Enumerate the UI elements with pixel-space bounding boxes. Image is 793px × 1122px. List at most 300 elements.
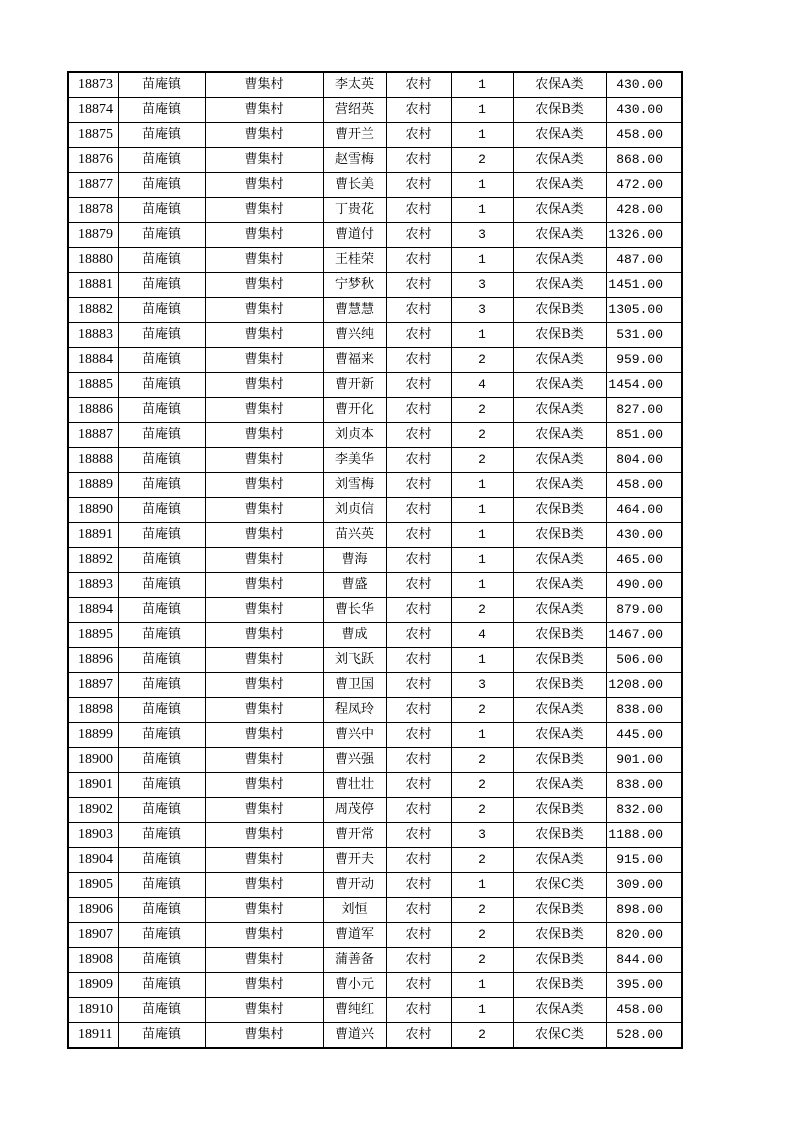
town-cell: 苗庵镇: [118, 398, 205, 423]
household-count-cell: 1: [451, 198, 513, 223]
insurance-category-cell: 农保A类: [513, 273, 606, 298]
village-cell: 曹集村: [205, 648, 323, 673]
insurance-category-cell: 农保A类: [513, 398, 606, 423]
person-name-cell: 周茂停: [323, 798, 386, 823]
record-id-cell: 18906: [68, 898, 118, 923]
area-type-cell: 农村: [386, 398, 451, 423]
village-cell: 曹集村: [205, 823, 323, 848]
household-count-cell: 2: [451, 448, 513, 473]
amount-cell: 901.00: [606, 748, 682, 773]
record-id-cell: 18903: [68, 823, 118, 848]
household-count-cell: 2: [451, 748, 513, 773]
person-name-cell: 曹开夫: [323, 848, 386, 873]
table-row: [68, 698, 682, 723]
household-count-cell: 2: [451, 798, 513, 823]
household-count-cell: 3: [451, 223, 513, 248]
record-id-cell: 18907: [68, 923, 118, 948]
table-row: [68, 773, 682, 798]
household-count-cell: 1: [451, 573, 513, 598]
insurance-category-cell: 农保B类: [513, 948, 606, 973]
person-name-cell: 曹卫国: [323, 673, 386, 698]
insurance-category-cell: 农保B类: [513, 648, 606, 673]
insurance-category-cell: 农保B类: [513, 523, 606, 548]
table-row: [68, 623, 682, 648]
record-id-cell: 18898: [68, 698, 118, 723]
household-count-cell: 2: [451, 848, 513, 873]
amount-cell: 430.00: [606, 523, 682, 548]
person-name-cell: 刘飞跃: [323, 648, 386, 673]
amount-cell: 487.00: [606, 248, 682, 273]
area-type-cell: 农村: [386, 723, 451, 748]
insurance-category-cell: 农保C类: [513, 873, 606, 898]
household-count-cell: 1: [451, 323, 513, 348]
town-cell: 苗庵镇: [118, 173, 205, 198]
area-type-cell: 农村: [386, 248, 451, 273]
table-row: [68, 498, 682, 523]
area-type-cell: 农村: [386, 698, 451, 723]
area-type-cell: 农村: [386, 523, 451, 548]
amount-cell: 395.00: [606, 973, 682, 998]
record-id-cell: 18884: [68, 348, 118, 373]
person-name-cell: 营绍英: [323, 98, 386, 123]
record-id-cell: 18904: [68, 848, 118, 873]
village-cell: 曹集村: [205, 748, 323, 773]
table-row: [68, 848, 682, 873]
person-name-cell: 曹道兴: [323, 1023, 386, 1049]
area-type-cell: 农村: [386, 898, 451, 923]
amount-cell: 851.00: [606, 423, 682, 448]
area-type-cell: 农村: [386, 673, 451, 698]
town-cell: 苗庵镇: [118, 798, 205, 823]
village-cell: 曹集村: [205, 948, 323, 973]
person-name-cell: 苗兴英: [323, 523, 386, 548]
insurance-category-cell: 农保A类: [513, 423, 606, 448]
household-count-cell: 2: [451, 923, 513, 948]
area-type-cell: 农村: [386, 173, 451, 198]
area-type-cell: 农村: [386, 473, 451, 498]
record-id-cell: 18875: [68, 123, 118, 148]
table-row: [68, 873, 682, 898]
person-name-cell: 蒲善备: [323, 948, 386, 973]
table-row: [68, 723, 682, 748]
person-name-cell: 曹纯红: [323, 998, 386, 1023]
household-count-cell: 3: [451, 298, 513, 323]
insurance-category-cell: 农保B类: [513, 298, 606, 323]
amount-cell: 458.00: [606, 998, 682, 1023]
village-cell: 曹集村: [205, 598, 323, 623]
amount-cell: 1208.00: [606, 673, 682, 698]
table-row: [68, 72, 682, 98]
area-type-cell: 农村: [386, 823, 451, 848]
table-row: [68, 473, 682, 498]
household-count-cell: 2: [451, 1023, 513, 1049]
area-type-cell: 农村: [386, 298, 451, 323]
area-type-cell: 农村: [386, 123, 451, 148]
insurance-category-cell: 农保B类: [513, 498, 606, 523]
person-name-cell: 刘雪梅: [323, 473, 386, 498]
village-cell: 曹集村: [205, 323, 323, 348]
allowance-table: [67, 71, 683, 1049]
village-cell: 曹集村: [205, 348, 323, 373]
record-id-cell: 18880: [68, 248, 118, 273]
amount-cell: 832.00: [606, 798, 682, 823]
area-type-cell: 农村: [386, 998, 451, 1023]
table-row: [68, 923, 682, 948]
village-cell: 曹集村: [205, 1023, 323, 1049]
household-count-cell: 1: [451, 873, 513, 898]
insurance-category-cell: 农保A类: [513, 573, 606, 598]
amount-cell: 445.00: [606, 723, 682, 748]
village-cell: 曹集村: [205, 198, 323, 223]
table-row: [68, 973, 682, 998]
person-name-cell: 程凤玲: [323, 698, 386, 723]
insurance-category-cell: 农保A类: [513, 173, 606, 198]
village-cell: 曹集村: [205, 548, 323, 573]
area-type-cell: 农村: [386, 148, 451, 173]
amount-cell: 531.00: [606, 323, 682, 348]
area-type-cell: 农村: [386, 72, 451, 98]
area-type-cell: 农村: [386, 273, 451, 298]
table-row: [68, 798, 682, 823]
table-row: [68, 448, 682, 473]
household-count-cell: 2: [451, 948, 513, 973]
area-type-cell: 农村: [386, 223, 451, 248]
insurance-category-cell: 农保A类: [513, 348, 606, 373]
amount-cell: 915.00: [606, 848, 682, 873]
area-type-cell: 农村: [386, 498, 451, 523]
village-cell: 曹集村: [205, 423, 323, 448]
town-cell: 苗庵镇: [118, 573, 205, 598]
amount-cell: 1467.00: [606, 623, 682, 648]
person-name-cell: 曹开常: [323, 823, 386, 848]
person-name-cell: 曹兴中: [323, 723, 386, 748]
area-type-cell: 农村: [386, 798, 451, 823]
village-cell: 曹集村: [205, 798, 323, 823]
village-cell: 曹集村: [205, 298, 323, 323]
amount-cell: 464.00: [606, 498, 682, 523]
town-cell: 苗庵镇: [118, 548, 205, 573]
household-count-cell: 1: [451, 173, 513, 198]
household-count-cell: 1: [451, 473, 513, 498]
area-type-cell: 农村: [386, 848, 451, 873]
amount-cell: 868.00: [606, 148, 682, 173]
amount-cell: 1451.00: [606, 273, 682, 298]
table-row: [68, 248, 682, 273]
town-cell: 苗庵镇: [118, 248, 205, 273]
amount-cell: 838.00: [606, 773, 682, 798]
insurance-category-cell: 农保A类: [513, 72, 606, 98]
town-cell: 苗庵镇: [118, 648, 205, 673]
insurance-category-cell: 农保B类: [513, 898, 606, 923]
area-type-cell: 农村: [386, 98, 451, 123]
person-name-cell: 曹开动: [323, 873, 386, 898]
table-row: [68, 173, 682, 198]
household-count-cell: 3: [451, 823, 513, 848]
person-name-cell: 曹道军: [323, 923, 386, 948]
amount-cell: 309.00: [606, 873, 682, 898]
person-name-cell: 王桂荣: [323, 248, 386, 273]
village-cell: 曹集村: [205, 173, 323, 198]
amount-cell: 490.00: [606, 573, 682, 598]
household-count-cell: 1: [451, 72, 513, 98]
record-id-cell: 18901: [68, 773, 118, 798]
amount-cell: 820.00: [606, 923, 682, 948]
insurance-category-cell: 农保A类: [513, 723, 606, 748]
table-row: [68, 123, 682, 148]
record-id-cell: 18896: [68, 648, 118, 673]
table-row: [68, 1023, 682, 1049]
household-count-cell: 1: [451, 723, 513, 748]
household-count-cell: 4: [451, 623, 513, 648]
record-id-cell: 18902: [68, 798, 118, 823]
record-id-cell: 18876: [68, 148, 118, 173]
table-row: [68, 273, 682, 298]
area-type-cell: 农村: [386, 773, 451, 798]
insurance-category-cell: 农保C类: [513, 1023, 606, 1049]
town-cell: 苗庵镇: [118, 523, 205, 548]
table-row: [68, 948, 682, 973]
table-row: [68, 198, 682, 223]
record-id-cell: 18895: [68, 623, 118, 648]
amount-cell: 959.00: [606, 348, 682, 373]
table-row: [68, 823, 682, 848]
table-row: [68, 998, 682, 1023]
person-name-cell: 李美华: [323, 448, 386, 473]
person-name-cell: 刘贞信: [323, 498, 386, 523]
amount-cell: 465.00: [606, 548, 682, 573]
insurance-category-cell: 农保B类: [513, 923, 606, 948]
person-name-cell: 刘贞本: [323, 423, 386, 448]
area-type-cell: 农村: [386, 748, 451, 773]
town-cell: 苗庵镇: [118, 223, 205, 248]
village-cell: 曹集村: [205, 998, 323, 1023]
household-count-cell: 2: [451, 598, 513, 623]
town-cell: 苗庵镇: [118, 148, 205, 173]
town-cell: 苗庵镇: [118, 873, 205, 898]
town-cell: 苗庵镇: [118, 923, 205, 948]
household-count-cell: 2: [451, 773, 513, 798]
amount-cell: 844.00: [606, 948, 682, 973]
town-cell: 苗庵镇: [118, 323, 205, 348]
household-count-cell: 1: [451, 98, 513, 123]
insurance-category-cell: 农保A类: [513, 548, 606, 573]
village-cell: 曹集村: [205, 223, 323, 248]
person-name-cell: 曹盛: [323, 573, 386, 598]
table-row: [68, 523, 682, 548]
table-row: [68, 598, 682, 623]
household-count-cell: 1: [451, 523, 513, 548]
area-type-cell: 农村: [386, 348, 451, 373]
table-row: [68, 348, 682, 373]
town-cell: 苗庵镇: [118, 298, 205, 323]
table-row: [68, 223, 682, 248]
table-row: [68, 323, 682, 348]
record-id-cell: 18882: [68, 298, 118, 323]
village-cell: 曹集村: [205, 848, 323, 873]
household-count-cell: 1: [451, 548, 513, 573]
village-cell: 曹集村: [205, 573, 323, 598]
record-id-cell: 18897: [68, 673, 118, 698]
record-id-cell: 18874: [68, 98, 118, 123]
insurance-category-cell: 农保A类: [513, 373, 606, 398]
record-id-cell: 18888: [68, 448, 118, 473]
record-id-cell: 18879: [68, 223, 118, 248]
town-cell: 苗庵镇: [118, 448, 205, 473]
village-cell: 曹集村: [205, 773, 323, 798]
table-row: [68, 373, 682, 398]
record-id-cell: 18885: [68, 373, 118, 398]
table-row: [68, 398, 682, 423]
town-cell: 苗庵镇: [118, 973, 205, 998]
table-row: [68, 673, 682, 698]
insurance-category-cell: 农保A类: [513, 198, 606, 223]
person-name-cell: 曹小元: [323, 973, 386, 998]
area-type-cell: 农村: [386, 1023, 451, 1049]
household-count-cell: 2: [451, 898, 513, 923]
person-name-cell: 曹福来: [323, 348, 386, 373]
town-cell: 苗庵镇: [118, 373, 205, 398]
amount-cell: 838.00: [606, 698, 682, 723]
area-type-cell: 农村: [386, 373, 451, 398]
village-cell: 曹集村: [205, 273, 323, 298]
record-id-cell: 18905: [68, 873, 118, 898]
town-cell: 苗庵镇: [118, 273, 205, 298]
household-count-cell: 2: [451, 398, 513, 423]
amount-cell: 804.00: [606, 448, 682, 473]
record-id-cell: 18894: [68, 598, 118, 623]
town-cell: 苗庵镇: [118, 673, 205, 698]
area-type-cell: 农村: [386, 973, 451, 998]
person-name-cell: 曹成: [323, 623, 386, 648]
village-cell: 曹集村: [205, 523, 323, 548]
village-cell: 曹集村: [205, 248, 323, 273]
area-type-cell: 农村: [386, 923, 451, 948]
household-count-cell: 2: [451, 698, 513, 723]
town-cell: 苗庵镇: [118, 598, 205, 623]
amount-cell: 528.00: [606, 1023, 682, 1049]
person-name-cell: 曹开新: [323, 373, 386, 398]
record-id-cell: 18883: [68, 323, 118, 348]
amount-cell: 430.00: [606, 98, 682, 123]
town-cell: 苗庵镇: [118, 198, 205, 223]
area-type-cell: 农村: [386, 598, 451, 623]
area-type-cell: 农村: [386, 873, 451, 898]
insurance-category-cell: 农保A类: [513, 223, 606, 248]
person-name-cell: 曹道付: [323, 223, 386, 248]
table-row: [68, 98, 682, 123]
record-id-cell: 18890: [68, 498, 118, 523]
household-count-cell: 1: [451, 648, 513, 673]
village-cell: 曹集村: [205, 72, 323, 98]
insurance-category-cell: 农保B类: [513, 323, 606, 348]
household-count-cell: 2: [451, 423, 513, 448]
household-count-cell: 3: [451, 273, 513, 298]
record-id-cell: 18877: [68, 173, 118, 198]
household-count-cell: 1: [451, 973, 513, 998]
household-count-cell: 2: [451, 148, 513, 173]
insurance-category-cell: 农保A类: [513, 473, 606, 498]
town-cell: 苗庵镇: [118, 998, 205, 1023]
area-type-cell: 农村: [386, 323, 451, 348]
amount-cell: 458.00: [606, 473, 682, 498]
village-cell: 曹集村: [205, 873, 323, 898]
village-cell: 曹集村: [205, 623, 323, 648]
person-name-cell: 曹长华: [323, 598, 386, 623]
town-cell: 苗庵镇: [118, 748, 205, 773]
village-cell: 曹集村: [205, 973, 323, 998]
record-id-cell: 18873: [68, 72, 118, 98]
record-id-cell: 18881: [68, 273, 118, 298]
amount-cell: 506.00: [606, 648, 682, 673]
amount-cell: 879.00: [606, 598, 682, 623]
person-name-cell: 刘恒: [323, 898, 386, 923]
person-name-cell: 曹兴强: [323, 748, 386, 773]
area-type-cell: 农村: [386, 548, 451, 573]
insurance-category-cell: 农保B类: [513, 673, 606, 698]
household-count-cell: 1: [451, 998, 513, 1023]
town-cell: 苗庵镇: [118, 773, 205, 798]
record-id-cell: 18911: [68, 1023, 118, 1049]
insurance-category-cell: 农保B类: [513, 823, 606, 848]
person-name-cell: 曹开化: [323, 398, 386, 423]
record-id-cell: 18889: [68, 473, 118, 498]
insurance-category-cell: 农保B类: [513, 623, 606, 648]
amount-cell: 898.00: [606, 898, 682, 923]
town-cell: 苗庵镇: [118, 848, 205, 873]
person-name-cell: 曹慧慧: [323, 298, 386, 323]
village-cell: 曹集村: [205, 148, 323, 173]
area-type-cell: 农村: [386, 448, 451, 473]
insurance-category-cell: 农保A类: [513, 848, 606, 873]
insurance-category-cell: 农保A类: [513, 598, 606, 623]
town-cell: 苗庵镇: [118, 348, 205, 373]
town-cell: 苗庵镇: [118, 473, 205, 498]
town-cell: 苗庵镇: [118, 1023, 205, 1049]
town-cell: 苗庵镇: [118, 423, 205, 448]
insurance-category-cell: 农保A类: [513, 123, 606, 148]
village-cell: 曹集村: [205, 398, 323, 423]
insurance-category-cell: 农保B类: [513, 973, 606, 998]
record-id-cell: 18886: [68, 398, 118, 423]
town-cell: 苗庵镇: [118, 698, 205, 723]
village-cell: 曹集村: [205, 673, 323, 698]
town-cell: 苗庵镇: [118, 98, 205, 123]
village-cell: 曹集村: [205, 923, 323, 948]
village-cell: 曹集村: [205, 98, 323, 123]
amount-cell: 430.00: [606, 72, 682, 98]
household-count-cell: 1: [451, 498, 513, 523]
insurance-category-cell: 农保A类: [513, 998, 606, 1023]
household-count-cell: 2: [451, 348, 513, 373]
record-id-cell: 18893: [68, 573, 118, 598]
village-cell: 曹集村: [205, 123, 323, 148]
area-type-cell: 农村: [386, 423, 451, 448]
amount-cell: 1305.00: [606, 298, 682, 323]
town-cell: 苗庵镇: [118, 723, 205, 748]
record-id-cell: 18887: [68, 423, 118, 448]
area-type-cell: 农村: [386, 648, 451, 673]
insurance-category-cell: 农保A类: [513, 448, 606, 473]
insurance-category-cell: 农保A类: [513, 773, 606, 798]
amount-cell: 472.00: [606, 173, 682, 198]
town-cell: 苗庵镇: [118, 623, 205, 648]
area-type-cell: 农村: [386, 573, 451, 598]
table-row: [68, 648, 682, 673]
amount-cell: 1326.00: [606, 223, 682, 248]
record-id-cell: 18899: [68, 723, 118, 748]
amount-cell: 428.00: [606, 198, 682, 223]
amount-cell: 827.00: [606, 398, 682, 423]
